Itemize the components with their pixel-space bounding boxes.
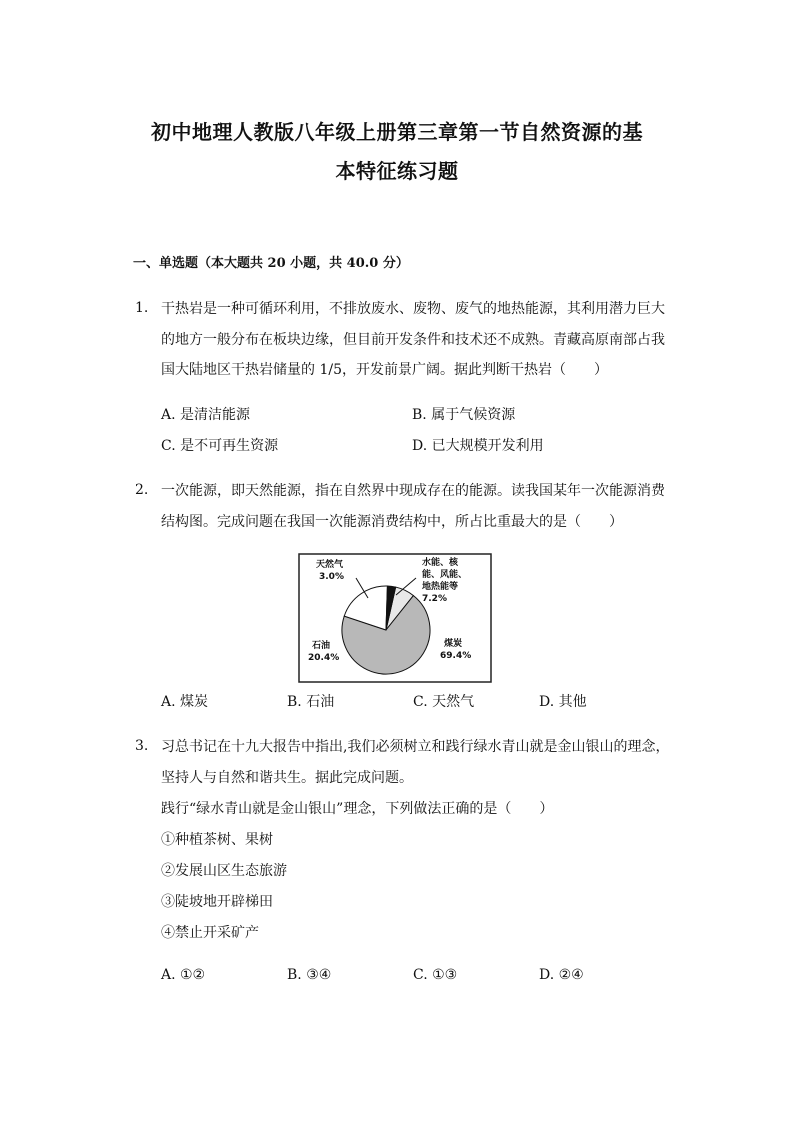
energy-pie-chart <box>298 550 492 684</box>
question-2-number: 2. <box>135 482 149 498</box>
label-coal-name: 煤炭 <box>444 639 463 649</box>
label-other-line-1: 水能、核 <box>422 558 459 568</box>
question-3-number: 3. <box>135 738 149 754</box>
question-3-item-4: ④禁止开采矿产 <box>161 925 259 941</box>
question-2-option-a[interactable]: A. 煤炭 <box>161 694 209 710</box>
label-other-line-2: 能、风能、 <box>422 570 468 580</box>
question-3-line-3: 践行“绿水青山就是金山银山”理念，下列做法正确的是（ ） <box>161 801 554 817</box>
question-3-item-1: ①种植茶树、果树 <box>161 832 273 848</box>
label-other-value: 7.2% <box>422 594 447 604</box>
question-1-number: 1. <box>135 300 149 316</box>
question-1-option-a[interactable]: A. 是清洁能源 <box>161 407 251 423</box>
question-1-line-3: 国大陆地区干热岩储量的 1/5，开发前景广阔。据此判断干热岩（ ） <box>161 362 608 378</box>
label-other-line-3: 地热能等 <box>422 582 459 592</box>
question-3-option-d[interactable]: D. ②④ <box>539 967 584 983</box>
question-3-line-2: 坚持人与自然和谐共生。据此完成问题。 <box>161 770 413 786</box>
page-title-line-2: 本特征练习题 <box>335 159 459 183</box>
question-3-item-2: ②发展山区生态旅游 <box>161 863 287 879</box>
question-2-option-b[interactable]: B. 石油 <box>287 694 335 710</box>
question-2-line-2: 结构图。完成问题在我国一次能源消费结构中，所占比重最大的是（ ） <box>161 514 623 530</box>
question-2-option-c[interactable]: C. 天然气 <box>413 694 475 710</box>
question-1-option-d[interactable]: D. 已大规模开发利用 <box>412 438 544 454</box>
question-3-option-c[interactable]: C. ①③ <box>413 967 458 983</box>
question-3-option-b[interactable]: B. ③④ <box>287 967 332 983</box>
section-heading: 一、单选题（本大题共 20 小题，共 40.0 分） <box>133 256 409 271</box>
question-1-option-c[interactable]: C. 是不可再生资源 <box>161 438 279 454</box>
question-1-option-b[interactable]: B. 属于气候资源 <box>412 407 516 423</box>
question-1-line-2: 的地方一般分布在板块边缘，但目前开发条件和技术还不成熟。青藏高原南部占我 <box>161 332 665 348</box>
label-gas-name: 天然气 <box>316 560 344 570</box>
question-2-option-d[interactable]: D. 其他 <box>539 694 587 710</box>
label-oil-value: 20.4% <box>308 653 340 663</box>
label-coal-value: 69.4% <box>440 651 472 661</box>
label-gas-value: 3.0% <box>319 572 344 582</box>
question-3-option-a[interactable]: A. ①② <box>161 967 206 983</box>
page-title-line-1: 初中地理人教版八年级上册第三章第一节自然资源的基 <box>151 120 643 144</box>
question-1-line-1: 干热岩是一种可循环利用，不排放废水、废物、废气的地热能源，其利用潜力巨大 <box>161 301 665 317</box>
question-3-item-3: ③陡坡地开辟梯田 <box>161 894 273 910</box>
label-oil-name: 石油 <box>312 641 331 651</box>
question-3-line-1: 习总书记在十九大报告中指出,我们必须树立和践行绿水青山就是金山银山的理念， <box>161 739 670 755</box>
question-2-line-1: 一次能源，即天然能源，指在自然界中现成存在的能源。读我国某年一次能源消费 <box>161 483 665 499</box>
